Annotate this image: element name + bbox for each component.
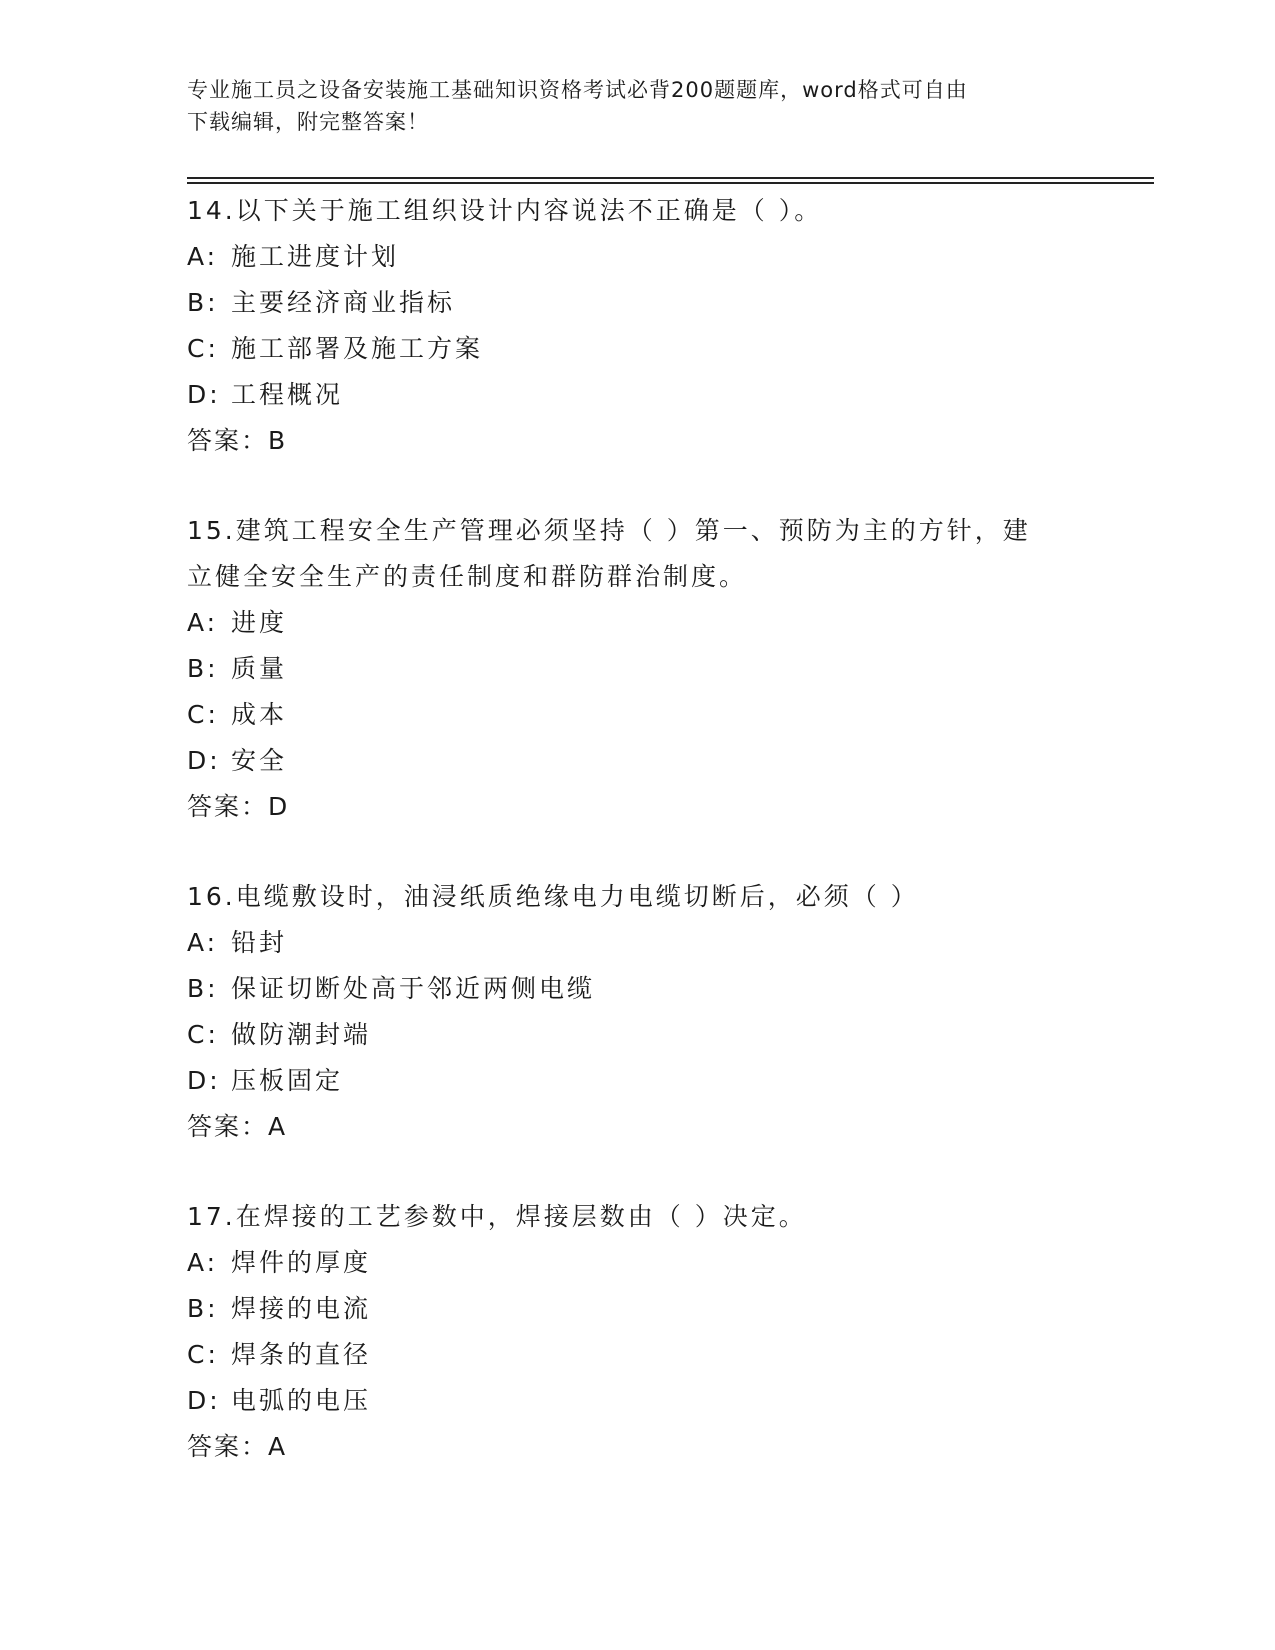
answer-line: 答案：B [187, 426, 288, 455]
option-key: C: [187, 700, 219, 729]
answer-line: 答案：D [187, 792, 290, 821]
option-text: 压板固定 [231, 1066, 344, 1095]
answer-line: 答案：A [187, 1432, 288, 1461]
option-text: 焊条的直径 [231, 1340, 372, 1369]
option-text: 焊件的厚度 [231, 1248, 372, 1277]
option-text: 施工进度计划 [231, 242, 400, 271]
option-c [187, 1332, 1087, 1378]
option-d [187, 1058, 1087, 1104]
option-key: C: [187, 1020, 219, 1049]
question-16 [187, 874, 1087, 1150]
option-text: 施工部署及施工方案 [231, 334, 484, 363]
question-stem: 14.以下关于施工组织设计内容说法不正确是（ ）。 [187, 196, 823, 225]
option-text: 电弧的电压 [231, 1386, 372, 1415]
option-b [187, 1286, 1087, 1332]
option-c [187, 326, 1087, 372]
option-key: B: [187, 288, 219, 317]
option-text: 质量 [231, 654, 288, 683]
option-b [187, 280, 1087, 326]
option-a [187, 920, 1087, 966]
option-c [187, 1012, 1087, 1058]
option-text: 主要经济商业指标 [231, 288, 456, 317]
question-14 [187, 188, 1087, 464]
question-stem-line-1: 15.建筑工程安全生产管理必须坚持（ ）第一、预防为主的方针，建 [187, 516, 1031, 545]
question-15 [187, 508, 1087, 830]
option-key: D: [187, 1386, 221, 1415]
option-key: D: [187, 380, 221, 409]
option-text: 铅封 [231, 928, 288, 957]
option-d [187, 372, 1087, 418]
option-key: D: [187, 746, 221, 775]
answer-line: 答案：A [187, 1112, 288, 1141]
option-key: C: [187, 334, 219, 363]
option-key: B: [187, 1294, 219, 1323]
option-d [187, 738, 1087, 784]
option-a [187, 1240, 1087, 1286]
option-b [187, 646, 1087, 692]
option-a [187, 600, 1087, 646]
option-c [187, 692, 1087, 738]
header-divider-bottom [187, 182, 1154, 184]
option-text: 工程概况 [231, 380, 344, 409]
header-line-2: 下载编辑，附完整答案！ [187, 110, 429, 134]
option-key: B: [187, 654, 219, 683]
option-a [187, 234, 1087, 280]
option-key: C: [187, 1340, 219, 1369]
option-text: 成本 [231, 700, 288, 729]
option-text: 做防潮封端 [231, 1020, 372, 1049]
option-key: A: [187, 928, 219, 957]
option-key: B: [187, 974, 219, 1003]
question-stem-line-2: 立健全安全生产的责任制度和群防群治制度。 [187, 562, 748, 591]
option-text: 安全 [231, 746, 288, 775]
header-line-1: 专业施工员之设备安装施工基础知识资格考试必背200题题库，word格式可自由 [187, 78, 968, 102]
document-header [187, 74, 1067, 138]
option-b [187, 966, 1087, 1012]
option-text: 进度 [231, 608, 288, 637]
option-text: 焊接的电流 [231, 1294, 372, 1323]
question-stem: 16.电缆敷设时，油浸纸质绝缘电力电缆切断后，必须（ ） [187, 882, 919, 911]
option-text: 保证切断处高于邻近两侧电缆 [231, 974, 596, 1003]
question-stem: 17.在焊接的工艺参数中，焊接层数由（ ）决定。 [187, 1202, 807, 1231]
header-divider-top [187, 177, 1154, 179]
question-17 [187, 1194, 1087, 1470]
option-key: A: [187, 242, 219, 271]
option-key: D: [187, 1066, 221, 1095]
option-d [187, 1378, 1087, 1424]
option-key: A: [187, 608, 219, 637]
option-key: A: [187, 1248, 219, 1277]
